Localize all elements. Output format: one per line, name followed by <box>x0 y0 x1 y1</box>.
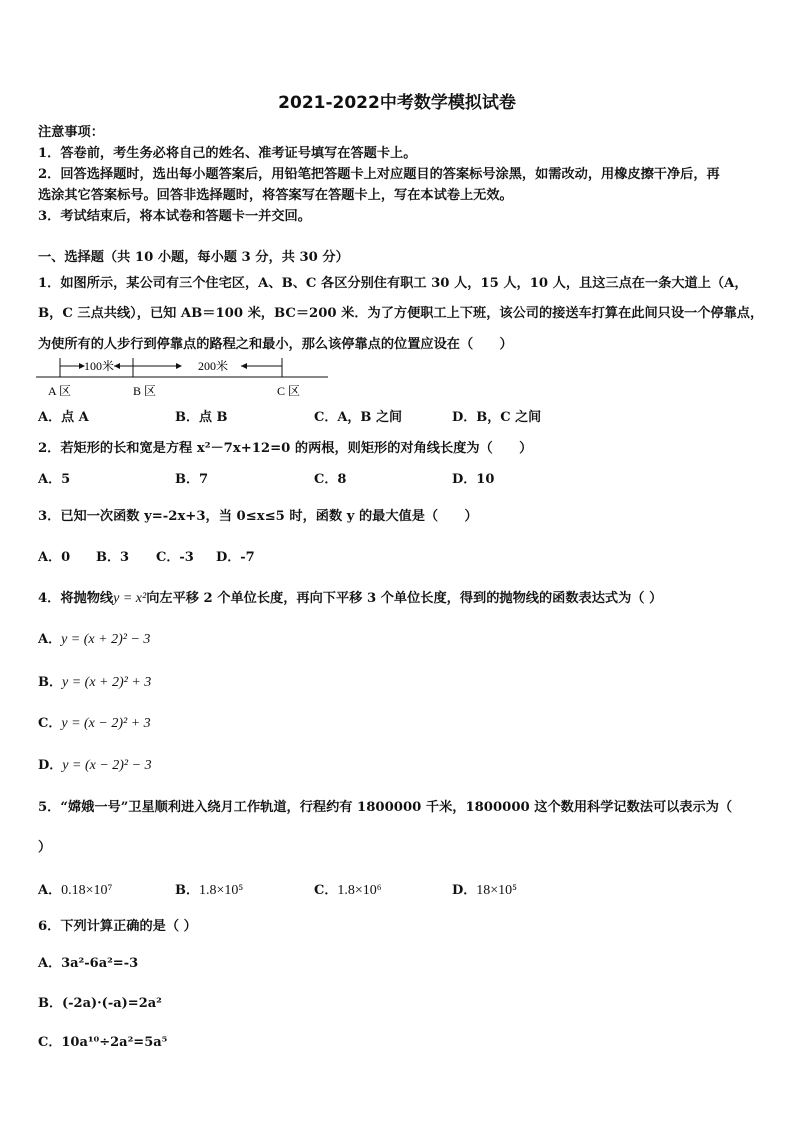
q2-option-b[interactable]: B．7 <box>175 472 209 487</box>
q1-stem-line1: 1．如图所示，某公司有三个住宅区，A、B、C 各区分别住有职工 30 人，15 人，10 人，且这三点在一条大道上（A， <box>38 276 748 291</box>
q4-option-b[interactable] <box>38 671 151 691</box>
q1-figure <box>36 355 336 400</box>
q4-option-a-expr: y = (x + 2)² − 3 <box>61 632 151 647</box>
q4-stem-math: y = x² <box>113 591 147 606</box>
q5-option-b-expr: 1.8×10⁵ <box>199 883 244 898</box>
q6-option-c[interactable]: C．10a¹⁰÷2a²=5a⁵ <box>38 1035 168 1050</box>
q2-stem: 2．若矩形的长和宽是方程 x²－7x+12=0 的两根，则矩形的对角线长度为（ ） <box>38 441 533 456</box>
note-2-cont: 选涂其它答案标号。回答非选择题时，将答案写在答题卡上，写在本试卷上无效。 <box>38 188 513 203</box>
q5-option-d[interactable] <box>452 879 517 899</box>
label-bc: 200米 <box>197 359 229 373</box>
q4-option-c[interactable] <box>38 712 151 732</box>
q5-option-c-expr: 1.8×10⁶ <box>337 883 382 898</box>
q5-option-c[interactable] <box>314 879 382 899</box>
q5-option-b[interactable] <box>175 879 243 899</box>
q1-option-a[interactable]: A．点 A <box>38 410 89 425</box>
note-1: 1．答卷前，考生务必将自己的姓名、准考证号填写在答题卡上。 <box>38 146 417 161</box>
q4-option-c-label: C． <box>38 716 62 731</box>
q6-stem: 6．下列计算正确的是（ ） <box>38 919 197 934</box>
arrow-right-icon <box>176 363 182 369</box>
q3-option-a[interactable]: A．0 <box>38 550 71 565</box>
q4-option-a[interactable] <box>38 628 150 648</box>
q1-stem-line2: B，C 三点共线），已知 AB＝100 米，BC＝200 米．为了方便职工上下班，该公司的接送车打算在此间只设一个停靠点， <box>38 306 764 321</box>
q5-option-a-expr: 0.18×10⁷ <box>61 883 113 898</box>
q5-option-a[interactable] <box>38 879 112 899</box>
notes-heading: 注意事项： <box>38 125 104 140</box>
label-c: C 区 <box>277 384 301 398</box>
q5-option-a-label: A． <box>38 883 62 898</box>
note-3: 3．考试结束后，将本试卷和答题卡一并交回。 <box>38 209 311 224</box>
q5-option-d-label: D． <box>452 883 477 898</box>
q5-option-b-label: B． <box>175 883 199 898</box>
q1-option-c[interactable]: C．A，B 之间 <box>314 410 402 425</box>
q1-stem-line3: 为使所有的人步行到停靠点的路程之和最小，那么该停靠点的位置应设在（ ） <box>38 337 513 352</box>
q1-option-b[interactable]: B．点 B <box>175 410 228 425</box>
label-a: A 区 <box>48 384 72 398</box>
q4-option-d-expr: y = (x − 2)² − 3 <box>62 758 152 773</box>
q4-option-b-label: B． <box>38 675 62 690</box>
q6-option-b[interactable]: B．(-2a)·(-a)=2a² <box>38 996 162 1011</box>
q4-stem-pre: 4．将抛物线 <box>38 591 114 606</box>
q4-option-a-label: A． <box>38 632 62 647</box>
q3-stem: 3．已知一次函数 y=-2x+3，当 0≤x≤5 时，函数 y 的最大值是（ ） <box>38 509 478 524</box>
q6-option-a[interactable]: A．3a²-6a²=-3 <box>38 956 139 971</box>
q3-option-b[interactable]: B．3 <box>96 550 130 565</box>
q5-option-c-label: C． <box>314 883 338 898</box>
q4-option-d-label: D． <box>38 758 63 773</box>
arrow-left-icon <box>114 363 120 369</box>
q4-stem-post: 向左平移 2 个单位长度，再向下平移 3 个单位长度，得到的抛物线的函数表达式为（ ） <box>146 591 663 606</box>
q4-option-c-expr: y = (x − 2)² + 3 <box>61 716 151 731</box>
q3-option-c[interactable]: C．-3 <box>156 550 194 565</box>
q5-stem-line1: 5．“嫦娥一号”卫星顺利进入绕月工作轨道，行程约有 1800000 千米，1800000 这个数用科学记数法可以表示为（ <box>38 800 733 815</box>
q5-option-d-expr: 18×10⁵ <box>476 883 518 898</box>
q2-option-c[interactable]: C．8 <box>314 472 347 487</box>
label-ab: 100米 <box>83 359 115 373</box>
q5-stem-line2: ） <box>38 840 52 855</box>
q4-stem <box>38 587 662 607</box>
exam-title: 2021-2022中考数学模拟试卷 <box>278 93 516 113</box>
q1-option-d[interactable]: D．B，C 之间 <box>452 410 542 425</box>
label-b: B 区 <box>133 384 157 398</box>
q3-option-d[interactable]: D．-7 <box>216 550 255 565</box>
q4-option-b-expr: y = (x + 2)² + 3 <box>62 675 152 690</box>
q2-option-a[interactable]: A．5 <box>38 472 71 487</box>
q2-option-d[interactable]: D．10 <box>452 472 495 487</box>
q4-option-d[interactable] <box>38 754 152 774</box>
note-2: 2．回答选择题时，选出每小题答案后，用铅笔把答题卡上对应题目的答案标号涂黑，如需改动，用橡皮擦干净后，再 <box>38 167 720 182</box>
section-heading: 一、选择题（共 10 小题，每小题 3 分，共 30 分） <box>38 250 349 265</box>
arrow-left-icon <box>241 363 247 369</box>
